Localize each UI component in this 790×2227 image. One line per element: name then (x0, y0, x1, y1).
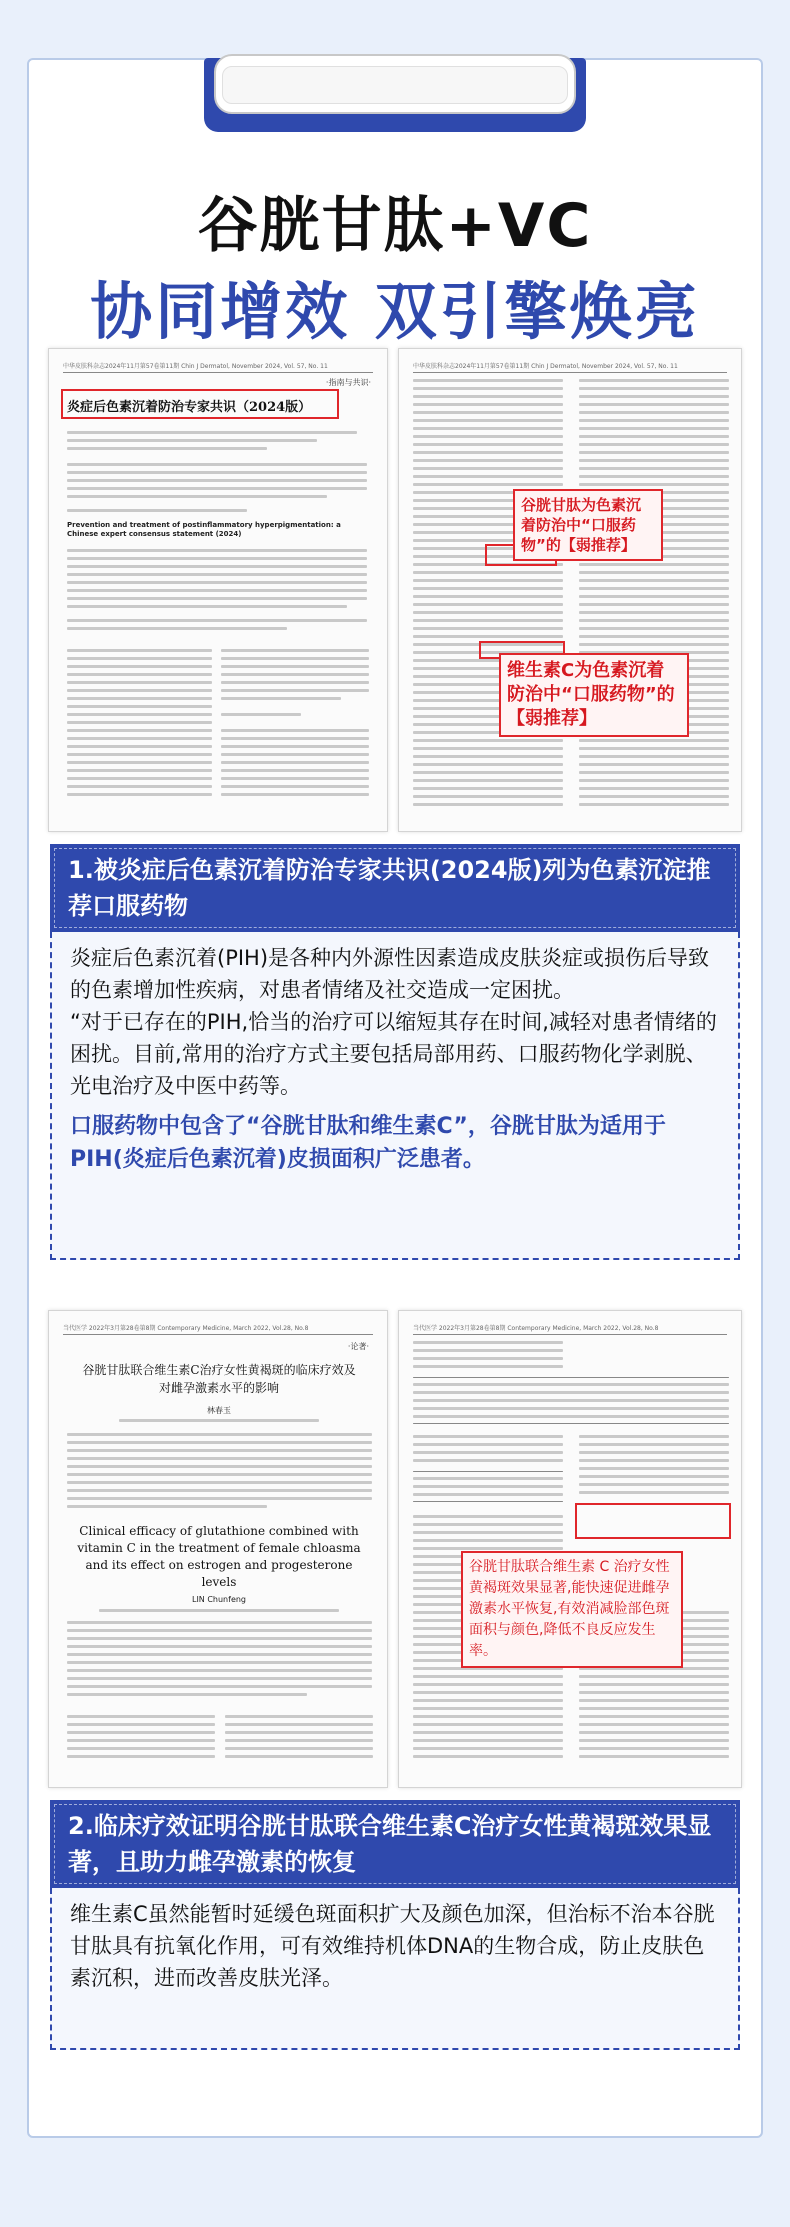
paper-tag: ·指南与共识· (325, 378, 371, 387)
paper-clinical-page2 (398, 1310, 742, 1788)
paper-text-highlight (575, 1503, 731, 1539)
section2-para1: 维生素C虽然能暂时延缓色斑面积扩大及颜色加深，但治标不治本谷胱甘肽具有抗氧化作用，可有效维持机体DNA的生物合成，防止皮肤色素沉积，进而改善皮肤光泽。 (70, 1902, 715, 1990)
paper-title-highlight (61, 389, 339, 419)
section1-heading: 1.被炎症后色素沉着防治专家共识(2024版)列为色素沉淀推荐口服药物 (50, 844, 740, 932)
paper-consensus-page2 (398, 348, 742, 832)
paper-clinical-page1 (48, 1310, 388, 1788)
paper-header: 中华皮肤科杂志2024年11月第57卷第11期 Chin J Dermatol, November 2024, Vol. 57, No. 11 (413, 361, 727, 373)
section1-body (50, 932, 740, 1260)
section1-para2: “对于已存在的PIH,恰当的治疗可以缩短其存在时间,减轻对患者情绪的困扰。目前,常用的治疗方式主要包括局部用药、口服药物化学剥脱、光电治疗及中医中药等。 (70, 1010, 717, 1098)
paper-consensus-page1 (48, 348, 388, 832)
paper-en-title: Clinical efficacy of glutathione combined with vitamin C in the treatment of female chloasma and its effect on estrogen and progesterone levels (77, 1524, 361, 1589)
paper-title: 炎症后色素沉着防治专家共识（2024版） (67, 400, 312, 415)
paper-en-author: LIN Chunfeng (191, 1595, 247, 1604)
section1-para1: 炎症后色素沉着(PIH)是各种内外源性因素造成皮肤炎症或损伤后导致的色素增加性疾病，对患者情绪及社交造成一定困扰。 (70, 946, 710, 1002)
paper-title: 谷胱甘肽联合维生素C治疗女性黄褐斑的临床疗效及对雌孕激素水平的影响 (82, 1363, 356, 1395)
paper-en-title: Prevention and treatment of postinflammatory hyperpigmentation: a Chinese expert consensus statement (2024) (67, 521, 341, 538)
paper-header: 当代医学 2022年3月第28卷第8期 Contemporary Medicine, March 2022, Vol.28, No.8 (63, 1323, 373, 1335)
paper-header: 当代医学 2022年3月第28卷第8期 Contemporary Medicine, March 2022, Vol.28, No.8 (413, 1323, 727, 1335)
main-subtitle: 协同增效 双引擎焕亮 (90, 275, 700, 348)
section2-heading: 2.临床疗效证明谷胱甘肽联合维生素C治疗女性黄褐斑效果显著，且助力雌孕激素的恢复 (50, 1800, 740, 1888)
main-title: 谷胱甘肽+VC (197, 191, 593, 261)
paper-author: 林春玉 (207, 1406, 231, 1415)
clipboard-clip-slot (222, 66, 568, 104)
section2-body (50, 1888, 740, 2050)
section1-highlight: 口服药物中包含了“谷胱甘肽和维生素C”，谷胱甘肽为适用于PIH(炎症后色素沉着)皮损面积广泛患者。 (70, 1114, 666, 1172)
clinical-result-callout: 谷胱甘肽联合维生素 C 治疗女性黄褐斑效果显著,能快速促进雌孕激素水平恢复,有效消减脸部色斑面积与颜色,降低不良反应发生率。 (461, 1551, 683, 1668)
paper-tag: ·论著· (347, 1342, 369, 1351)
glutathione-callout: 谷胱甘肽为色素沉着防治中“口服药物”的【弱推荐】 (513, 489, 663, 561)
vitamin-c-callout: 维生素C为色素沉着防治中“口服药物”的【弱推荐】 (499, 653, 689, 737)
paper-header: 中华皮肤科杂志2024年11月第57卷第11期 Chin J Dermatol, November 2024, Vol. 57, No. 11 (63, 361, 373, 373)
